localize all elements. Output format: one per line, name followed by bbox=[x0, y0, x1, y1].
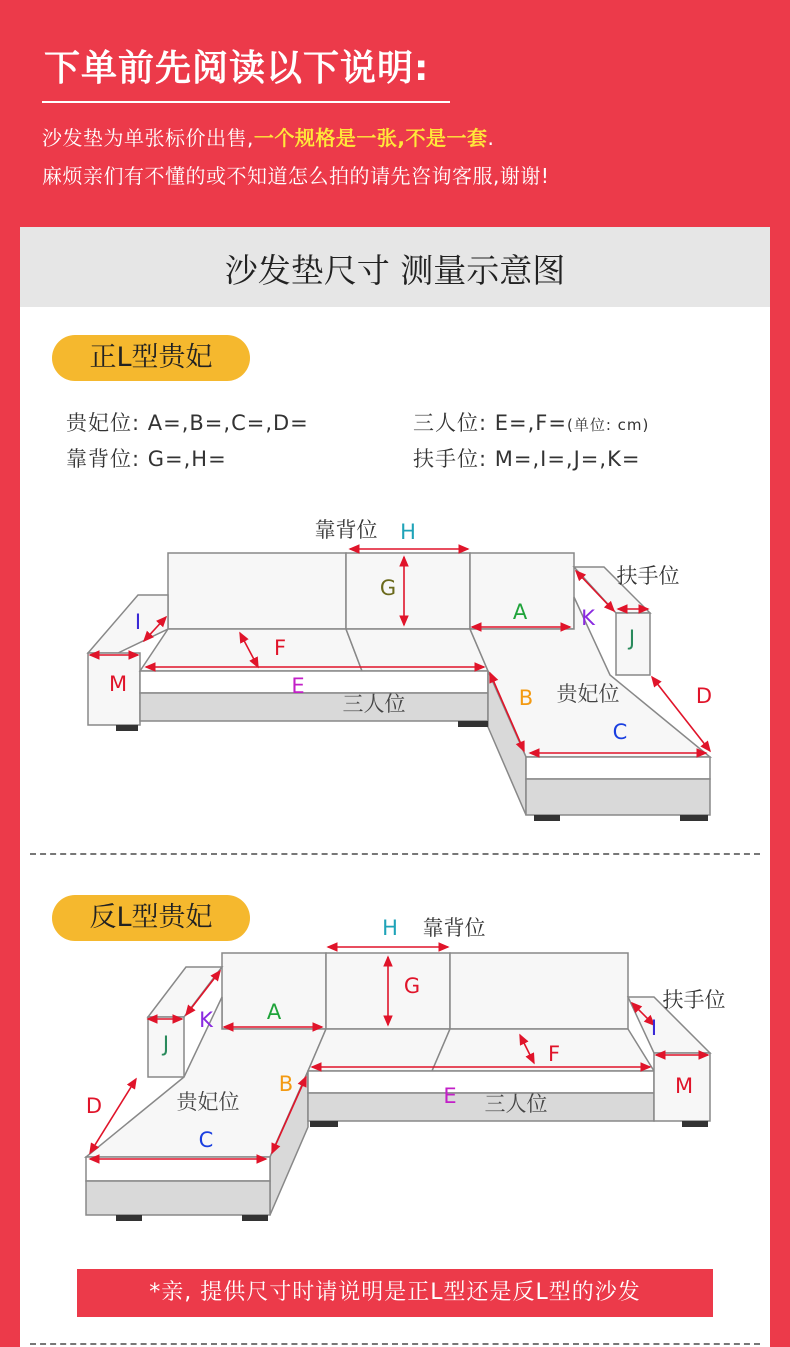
label-G-2: G bbox=[403, 974, 421, 998]
notice-1-prefix: 沙发垫为单张标价出售, bbox=[42, 126, 254, 150]
label-M: M bbox=[108, 672, 128, 696]
label-B: B bbox=[518, 686, 534, 710]
section-divider-1 bbox=[30, 853, 760, 855]
panel-header bbox=[20, 227, 770, 307]
page-title: 下单前先阅读以下说明: bbox=[44, 48, 430, 89]
measurement-panel bbox=[20, 227, 770, 1347]
sofa-body-right-l bbox=[86, 953, 710, 1215]
notice-line-1 bbox=[42, 122, 494, 151]
label-I: I bbox=[134, 610, 142, 634]
spec-back: 靠背位: G=,H= bbox=[66, 447, 227, 471]
label-F: F bbox=[273, 636, 287, 660]
label-J-2: J bbox=[162, 1032, 170, 1056]
section-pill-left-l: 正L型贵妃 bbox=[52, 335, 250, 381]
spec-armrest: 扶手位: M=,I=,J=,K= bbox=[413, 447, 641, 471]
label-E-2: E bbox=[443, 1084, 457, 1108]
label-H-2: H bbox=[382, 916, 398, 940]
section-divider-2 bbox=[30, 1343, 760, 1345]
label-E: E bbox=[291, 674, 305, 698]
label-arm-2: 扶手位 bbox=[662, 988, 726, 1012]
label-J: J bbox=[628, 626, 636, 650]
spec-three-seat bbox=[413, 407, 649, 437]
label-H: H bbox=[400, 520, 416, 544]
label-chaise-2: 贵妃位 bbox=[176, 1090, 240, 1114]
label-K: K bbox=[581, 606, 595, 630]
notice-1-suffix: . bbox=[487, 126, 495, 150]
label-C-2: C bbox=[198, 1128, 214, 1152]
label-D-2: D bbox=[85, 1094, 103, 1118]
label-back-2: 靠背位 bbox=[422, 916, 486, 940]
label-back: 靠背位 bbox=[314, 518, 378, 542]
label-G: G bbox=[379, 576, 397, 600]
label-three-seat-2: 三人位 bbox=[484, 1092, 548, 1116]
notice-1-highlight: 一个规格是一张,不是一套 bbox=[253, 126, 488, 150]
spec-three-text: 三人位: E=,F= bbox=[413, 411, 567, 435]
sofa-diagram-left-l bbox=[20, 497, 770, 827]
label-D: D bbox=[695, 684, 713, 708]
label-B-2: B bbox=[278, 1072, 294, 1096]
label-M-2: M bbox=[674, 1074, 694, 1098]
panel-title: 沙发垫尺寸 测量示意图 bbox=[224, 251, 566, 290]
label-C: C bbox=[612, 720, 628, 744]
label-A: A bbox=[512, 600, 528, 624]
label-three-seat: 三人位 bbox=[342, 692, 406, 716]
label-chaise: 贵妃位 bbox=[556, 682, 620, 706]
spec-chaise: 贵妃位: A=,B=,C=,D= bbox=[66, 411, 309, 435]
title-underline bbox=[42, 101, 450, 103]
label-K-2: K bbox=[199, 1008, 213, 1032]
label-I-2: I bbox=[650, 1016, 658, 1040]
spec-unit: (单位: cm) bbox=[566, 416, 650, 434]
section-pill-right-l: 反L型贵妃 bbox=[52, 895, 250, 941]
label-A-2: A bbox=[266, 1000, 282, 1024]
label-arm: 扶手位 bbox=[616, 564, 680, 588]
sofa-diagram-right-l bbox=[20, 907, 770, 1237]
footer-note: *亲, 提供尺寸时请说明是正L型还是反L型的沙发 bbox=[77, 1269, 713, 1317]
label-F-2: F bbox=[547, 1042, 561, 1066]
notice-line-2: 麻烦亲们有不懂的或不知道怎么拍的请先咨询客服,谢谢! bbox=[42, 164, 550, 188]
